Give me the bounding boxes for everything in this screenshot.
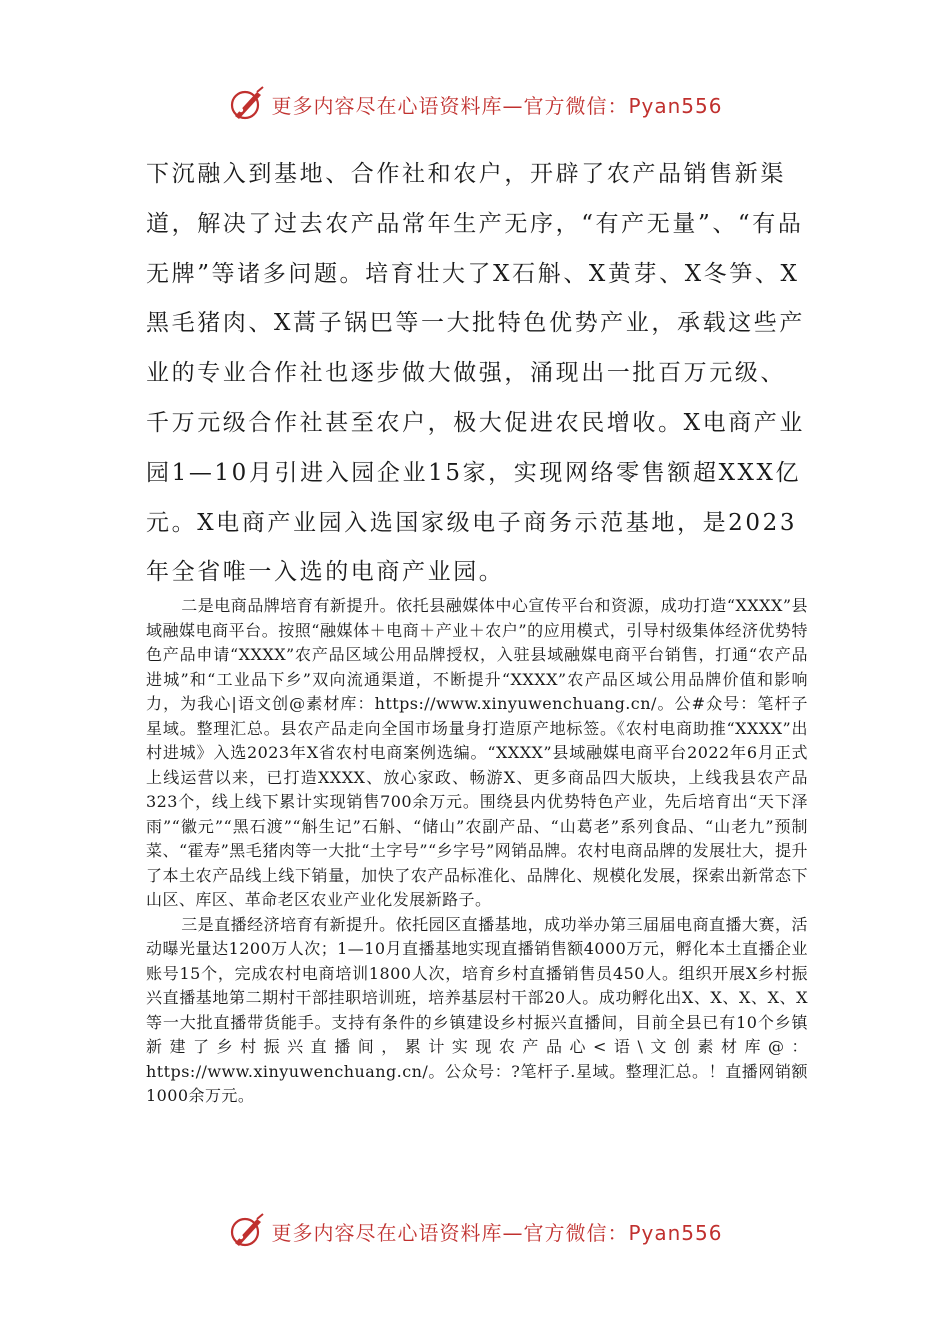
footer-banner bbox=[0, 1209, 950, 1253]
pen-circle-logo-icon bbox=[227, 1211, 267, 1251]
banner-text: 更多内容尽在心语资料库—官方微信：Pyan556 bbox=[271, 1220, 723, 1245]
banner-text: 更多内容尽在心语资料库—官方微信：Pyan556 bbox=[271, 93, 723, 118]
document-body bbox=[146, 594, 808, 1109]
pen-circle-logo-icon bbox=[227, 84, 267, 124]
continuation-text: 下沉融入到基地、合作社和农户，开辟了农产品销售新渠道，解决了过去农产品常年生产无序，“有产无量”、“有品无牌”等诸多问题。培育壮大了X石斛、X黄芽、X冬笋、X黑毛猪肉、X蒿子锅巴等一大批特色优势产业，承载这些产业的专业合作社也逐步做大做强，涌现出一批百万元级、千万元级合作社甚至农户，极大促进农民增收。X电商产业园1—10月引进入园企业15家，实现网络零售额超XXX亿元。X电商产业园入选国家级电子商务示范基地，是2023年全省唯一入选的电商产业园。 bbox=[146, 161, 805, 586]
header-banner bbox=[0, 82, 950, 126]
paragraph-brand: 二是电商品牌培育有新提升。依托县融媒体中心宣传平台和资源，成功打造“XXXX”县域融媒电商平台。按照“融媒体＋电商＋产业＋农户”的应用模式，引导村级集体经济优势特色产品申请“XXXX”农产品区域公用品牌授权，入驻县域融媒电商平台销售，打通“农产品进城”和“工业品下乡”双向流通渠道，不断提升“XXXX”农产品区域公用品牌价值和影响力，为我心|语文创@素材库：https://www.xinyuwenchuang.cn/。公#众号：笔杆子星域。整理汇总。县农产品走向全国市场量身打造原产地标签。《农村电商助推“XXXX”出村进城》入选2023年X省农村电商案例选编。“XXXX”县域融媒电商平台2022年6月正式上线运营以来，已打造XXXX、放心家政、畅游X、更多商品四大版块，上线我县农产品323个，线上线下累计实现销售700余万元。围绕县内优势特色产业，先后培育出“天下泽雨”“徽元”“黑石渡”“斛生记”石斛、“储山”农副产品、“山葛老”系列食品、“山老九”预制菜、“霍寿”黑毛猪肉等一大批“土字号”“乡字号”网销品牌。农村电商品牌的发展壮大，提升了本土农产品线上线下销量，加快了农产品标准化、品牌化、规模化发展，探索出新常态下山区、库区、革命老区农业产业化发展新路子。 bbox=[146, 596, 808, 909]
continuation-paragraph bbox=[146, 150, 806, 598]
paragraph-livestream: 三是直播经济培育有新提升。依托园区直播基地，成功举办第三届届电商直播大赛，活动曝光量达1200万人次；1—10月直播基地实现直播销售额4000万元，孵化本土直播企业账号15个，完成农村电商培训1800人次，培育乡村直播销售员450人。组织开展X乡村振兴直播基地第二期村干部挂职培训班，培养基层村干部20人。成功孵化出X、X、X、X、X等一大批直播带货能手。支持有条件的乡镇建设乡村振兴直播间，目前全县已有10个乡镇新建了乡村振兴直播间，累计实现农产品心<语\文创素材库@：https://www.xinyuwenchuang.cn/。公众号：?笔杆子.星域。整理汇总。！直播网销额1000余万元。 bbox=[146, 914, 808, 1105]
